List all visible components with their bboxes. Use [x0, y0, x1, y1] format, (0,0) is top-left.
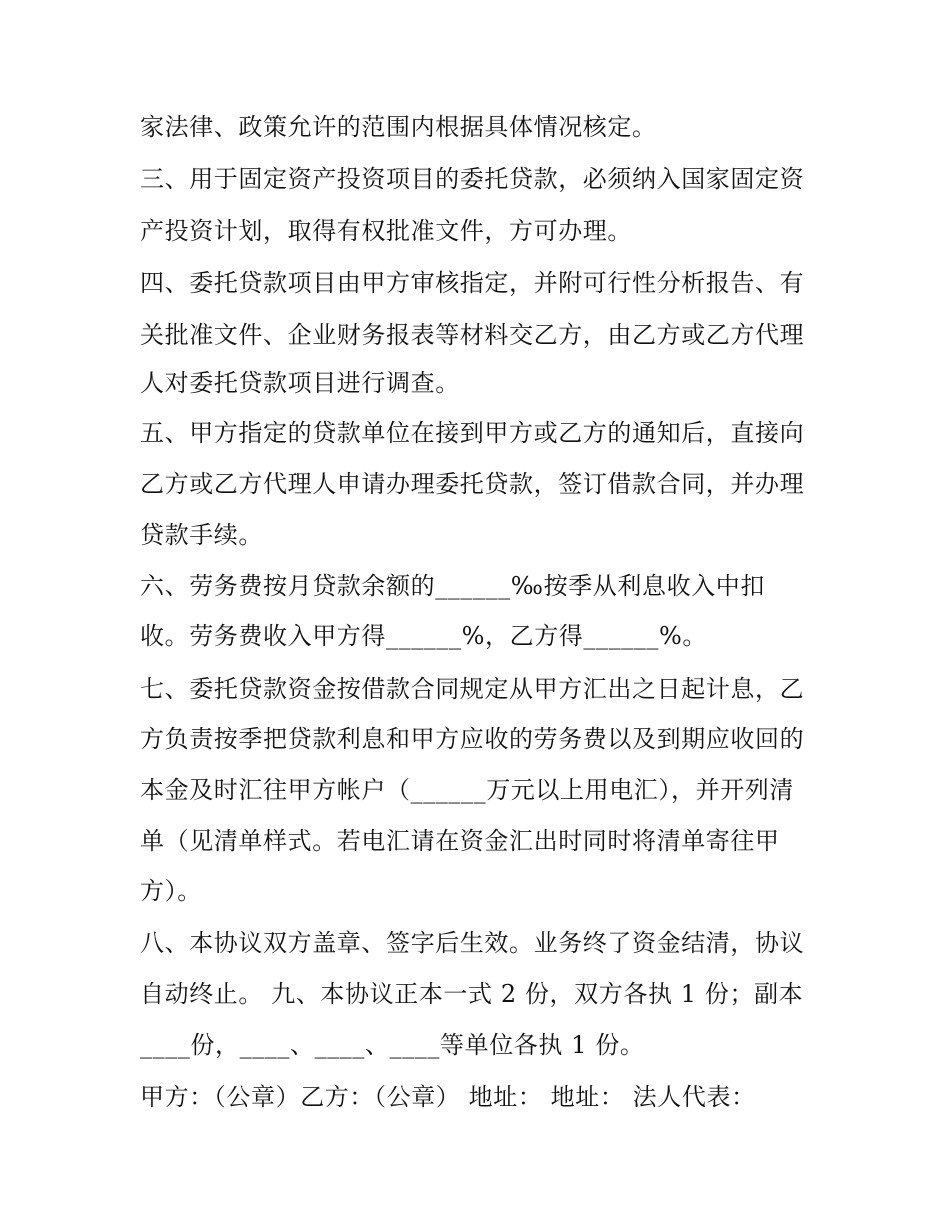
text-line: 关批准文件、企业财务报表等材料交乙方，由乙方或乙方代理: [140, 321, 805, 349]
text-line: 本金及时汇往甲方帐户（______万元以上用电汇），并开列清: [140, 776, 794, 804]
text-line: 乙方或乙方代理人申请办理委托贷款，签订借款合同，并办理: [140, 470, 805, 498]
text-line: 方负责按季把贷款利息和甲方应收的劳务费以及到期应收回的: [140, 725, 805, 753]
text-line: ____份，____、____、____等单位各执 1 份。: [140, 1031, 645, 1059]
text-line: 四、委托贷款项目由甲方审核指定，并附可行性分析报告、有: [140, 269, 805, 297]
text-line: 五、甲方指定的贷款单位在接到甲方或乙方的通知后，直接向: [140, 419, 805, 447]
text-line: 三、用于固定资产投资项目的委托贷款，必须纳入国家固定资: [140, 165, 805, 193]
text-line: 单（见清单样式。若电汇请在资金汇出时同时将清单寄往甲: [140, 827, 780, 855]
text-line: 七、委托贷款资金按借款合同规定从甲方汇出之日起计息，乙: [140, 675, 805, 703]
text-line: 贷款手续。: [140, 521, 263, 549]
text-line: 家法律、政策允许的范围内根据具体情况核定。: [140, 113, 657, 141]
text-line: 自动终止。 九、本协议正本一式 2 份，双方各执 1 份；副本: [140, 980, 804, 1008]
text-line: 方）。: [140, 877, 202, 905]
text-line: 六、劳务费按月贷款余额的______‰按季从利息收入中扣: [140, 572, 766, 600]
text-line: 甲方：（公章）乙方：（公章） 地址： 地址： 法人代表：: [140, 1083, 756, 1111]
text-line: 八、本协议双方盖章、签字后生效。业务终了资金结清，协议: [140, 929, 805, 957]
text-line: 产投资计划，取得有权批准文件，方可办理。: [140, 217, 632, 245]
text-line: 收。劳务费收入甲方得______%，乙方得______%。: [140, 622, 708, 650]
text-line: 人对委托贷款项目进行调查。: [140, 369, 460, 397]
